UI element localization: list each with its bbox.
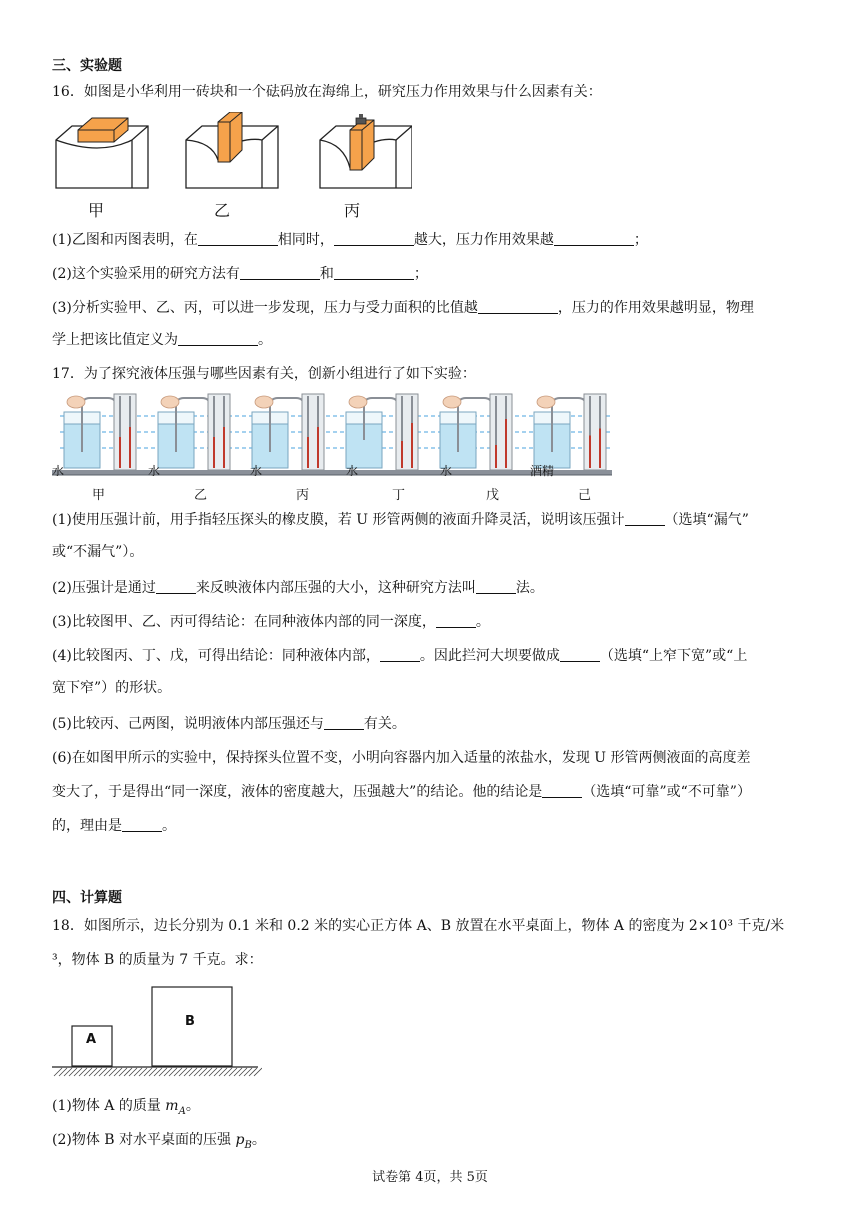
q17-part3: (3)比较图甲、乙、丙可得结论：在同种液体内部的同一深度， 。 bbox=[52, 614, 490, 630]
blank[interactable] bbox=[476, 579, 516, 594]
q16-stem: 16．如图是小华利用一砖块和一个砝码放在海绵上，研究压力作用效果与什么因素有关： bbox=[52, 84, 602, 100]
section-title-3: 三、实验题 bbox=[52, 58, 122, 74]
blank[interactable] bbox=[554, 231, 634, 246]
gauge-label: 己 bbox=[578, 488, 592, 503]
blank[interactable] bbox=[334, 231, 414, 246]
q18-stem: 18．如图所示，边长分别为 0.1 米和 0.2 米的实心正方体 A、B 放置在水平桌面上，物体 A 的密度为 2×10³ 千克/米 bbox=[52, 918, 785, 934]
gauge-label: 戊 bbox=[486, 488, 500, 503]
sponge-jia bbox=[56, 118, 148, 188]
liquid-label: 水 bbox=[346, 464, 359, 478]
q16-sponge-figure bbox=[52, 112, 412, 192]
q16-label-jia: 甲 bbox=[88, 201, 105, 220]
q16-part2: (2)这个实验采用的研究方法有 和 ； bbox=[52, 266, 428, 282]
blank[interactable] bbox=[560, 647, 600, 662]
liquid-label: 酒精 bbox=[530, 464, 555, 478]
blank[interactable] bbox=[178, 331, 258, 346]
q16-part3-cont: 学上把该比值定义为 。 bbox=[52, 332, 272, 348]
blank[interactable] bbox=[380, 647, 420, 662]
pressure-gauge bbox=[346, 394, 418, 470]
q17-part1-cont: 或“不漏气”）。 bbox=[52, 544, 144, 560]
q17-part4-cont: 宽下窄”）的形状。 bbox=[52, 680, 172, 696]
q16-part1: (1)乙图和丙图表明，在 相同时， 越大，压力作用效果越 ； bbox=[52, 232, 648, 248]
pressure-gauge bbox=[158, 394, 230, 470]
q18-part2: (2)物体 B 对水平桌面的压强 $p_B$。 bbox=[52, 1132, 266, 1151]
base-plate bbox=[52, 470, 612, 475]
q17-gauge-figure bbox=[52, 392, 612, 478]
pressure-gauge bbox=[440, 394, 512, 470]
pressure-gauge bbox=[64, 394, 136, 470]
liquid-label: 水 bbox=[52, 464, 65, 478]
sponge-yi bbox=[186, 112, 278, 188]
q17-part5: (5)比较丙、己两图，说明液体内部压强还与 有关。 bbox=[52, 716, 406, 732]
blank[interactable] bbox=[122, 817, 162, 832]
q17-part6-end: 的，理由是 。 bbox=[52, 818, 176, 834]
blank[interactable] bbox=[324, 715, 364, 730]
liquid-label: 水 bbox=[250, 464, 263, 478]
q18-part1: (1)物体 A 的质量 $m_A$。 bbox=[52, 1098, 200, 1117]
q16-part3: (3)分析实验甲、乙、丙，可以进一步发现，压力与受力面积的比值越 ，压力的作用效果越明显，物理 bbox=[52, 300, 754, 316]
q16-label-bing: 丙 bbox=[344, 201, 361, 220]
blank[interactable] bbox=[334, 265, 414, 280]
blank[interactable] bbox=[542, 783, 582, 798]
blank[interactable] bbox=[198, 231, 278, 246]
liquid-label: 水 bbox=[440, 464, 453, 478]
q17-stem: 17．为了探究液体压强与哪些因素有关，创新小组进行了如下实验： bbox=[52, 366, 476, 382]
q17-part1: (1)使用压强计前，用手指轻压探头的橡皮膜，若 U 形管两侧的液面升降灵活，说明该压强计 （选填“漏气” bbox=[52, 512, 749, 528]
gauge-label: 甲 bbox=[92, 488, 106, 503]
gauge-label: 丁 bbox=[392, 488, 406, 503]
q17-part2: (2)压强计是通过 来反映液体内部压强的大小，这种研究方法叫 法。 bbox=[52, 580, 544, 596]
cube-a-label: A bbox=[86, 1032, 97, 1047]
blank[interactable] bbox=[240, 265, 320, 280]
pressure-gauge bbox=[252, 394, 324, 470]
sponge-bing bbox=[320, 114, 412, 188]
liquid-label: 水 bbox=[148, 464, 161, 478]
gauge-label: 丙 bbox=[296, 488, 310, 503]
blank[interactable] bbox=[478, 299, 558, 314]
blank[interactable] bbox=[156, 579, 196, 594]
q18-cubes-figure bbox=[52, 984, 262, 1080]
blank[interactable] bbox=[436, 613, 476, 628]
q17-part6-cont: 变大了，于是得出“同一深度，液体的密度越大，压强越大”的结论。他的结论是 （选填“可靠”或“不可靠”） bbox=[52, 784, 751, 800]
section-title-4: 四、计算题 bbox=[52, 890, 122, 906]
gauge-label: 乙 bbox=[194, 488, 208, 503]
q18-stem-cont: ³，物体 B 的质量为 7 千克。求： bbox=[52, 952, 263, 968]
q17-part6: (6)在如图甲所示的实验中，保持探头位置不变，小明向容器内加入适量的浓盐水，发现 U 形管两侧液面的高度差 bbox=[52, 750, 751, 766]
q17-part4: (4)比较图丙、丁、戊，可得出结论：同种液体内部， 。因此拦河大坝要做成 （选填“上窄下宽”或“上 bbox=[52, 648, 748, 664]
page-footer: 试卷第 4页，共 5页 bbox=[372, 1170, 488, 1185]
blank[interactable] bbox=[625, 511, 665, 526]
cube-b-label: B bbox=[185, 1014, 195, 1029]
q16-label-yi: 乙 bbox=[214, 201, 231, 220]
pressure-gauge bbox=[534, 394, 606, 470]
